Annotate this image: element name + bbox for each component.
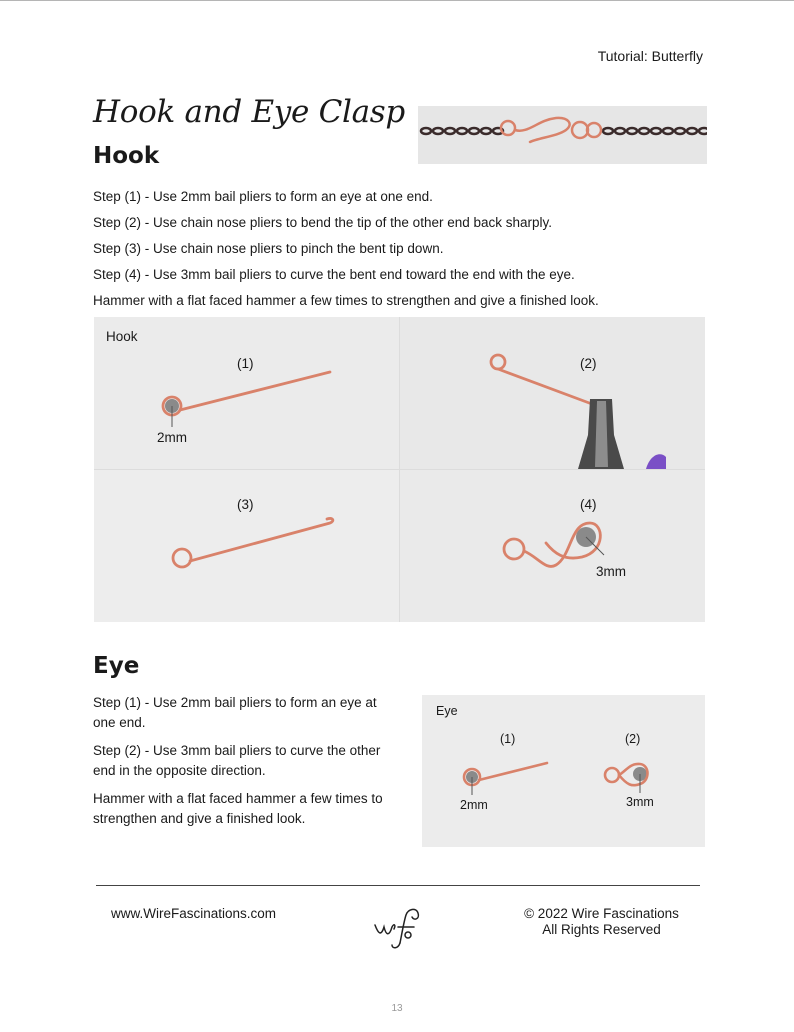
- hook-size-2mm-label: 2mm: [157, 430, 187, 445]
- eye-steps-photo: [422, 695, 705, 847]
- hook-size-3mm-label: 3mm: [596, 564, 626, 579]
- hook-panel-3-label: (3): [237, 497, 254, 512]
- eye-step-hammer: Hammer with a flat faced hammer a few times to strengthen and give a finished look.: [93, 791, 383, 826]
- page-number: 13: [391, 1003, 403, 1014]
- eye-panel-2-label: (2): [625, 732, 641, 746]
- eye-panel-1-label: (1): [500, 732, 516, 746]
- eye-step-2: Step (2) - Use 3mm bail pliers to curve the other end in the opposite direction.: [93, 743, 381, 778]
- footer-rule: [96, 885, 700, 886]
- hook-panel-4-label: (4): [580, 497, 597, 512]
- hook-step-2: Step (2) - Use chain nose pliers to bend the tip of the other end back sharply.: [93, 215, 553, 230]
- eye-wire-illustration: [422, 695, 705, 847]
- wf-logo-icon: [372, 903, 424, 951]
- chain-clasp-illustration: [418, 106, 707, 164]
- copyright-text: © 2022 Wire Fascinations: [524, 906, 679, 921]
- hook-step-hammer: Hammer with a flat faced hammer a few times to strengthen and give a finished look.: [93, 293, 599, 308]
- eye-steps: [93, 693, 393, 837]
- hook-photo-label: Hook: [106, 329, 138, 344]
- top-rule: [0, 0, 794, 1]
- hook-panel-2-label: (2): [580, 356, 597, 371]
- eye-size-2mm-label: 2mm: [460, 798, 488, 812]
- eye-step-1: Step (1) - Use 2mm bail pliers to form an eye at one end.: [93, 695, 377, 730]
- eye-photo-label: Eye: [436, 704, 458, 718]
- tutorial-header: Tutorial: Butterfly: [597, 48, 703, 64]
- eye-heading: Eye: [93, 653, 140, 679]
- eye-size-3mm-label: 3mm: [626, 795, 654, 809]
- hook-step-3: Step (3) - Use chain nose pliers to pinch the bent tip down.: [93, 241, 444, 256]
- rights-text: All Rights Reserved: [542, 922, 661, 937]
- footer-copyright: [500, 906, 703, 938]
- hook-panel-1-label: (1): [237, 356, 254, 371]
- wire-fascinations-logo: [372, 903, 424, 956]
- page-title: Hook and Eye Clasp: [93, 94, 405, 130]
- hook-step-1: Step (1) - Use 2mm bail pliers to form an eye at one end.: [93, 189, 433, 204]
- clasp-banner-photo: [418, 106, 707, 164]
- footer-website: www.WireFascinations.com: [111, 906, 277, 921]
- hook-step-4: Step (4) - Use 3mm bail pliers to curve the bent end toward the end with the eye.: [93, 267, 575, 282]
- hook-steps: [93, 184, 733, 314]
- hook-steps-photo: [94, 317, 705, 622]
- hook-heading: Hook: [93, 143, 160, 169]
